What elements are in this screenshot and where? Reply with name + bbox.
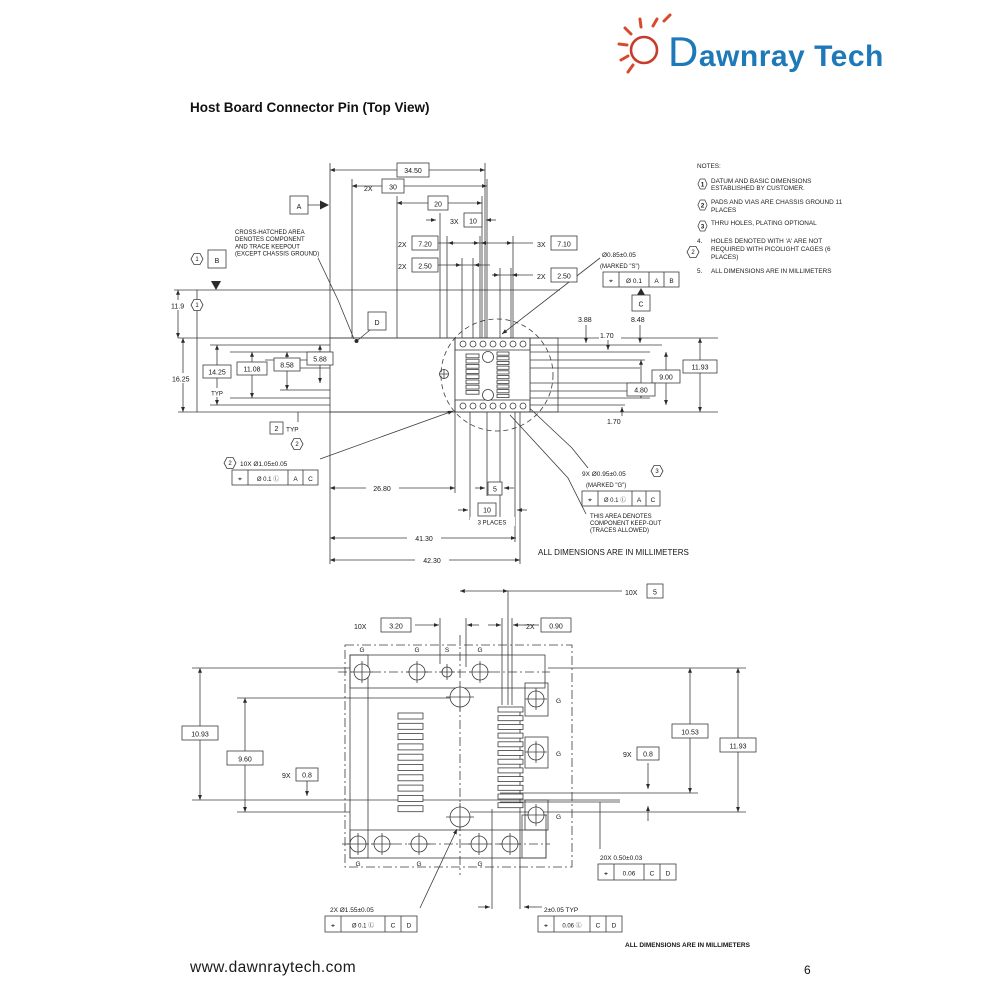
svg-text:(EXCEPT CHASSIS GROUND): (EXCEPT CHASSIS GROUND) [235, 251, 320, 258]
svg-text:2X: 2X [398, 242, 407, 249]
svg-text:Ø 0.1: Ø 0.1 [626, 278, 642, 285]
svg-text:41.30: 41.30 [415, 536, 433, 543]
svg-text:2: 2 [691, 250, 695, 257]
svg-text:B: B [669, 278, 674, 285]
svg-text:TYP: TYP [286, 426, 299, 434]
svg-text:A: A [654, 278, 659, 285]
svg-text:7.20: 7.20 [418, 241, 432, 249]
svg-text:0.8: 0.8 [643, 751, 653, 759]
position-symbol-icon: ⌖ [238, 476, 242, 483]
svg-text:AND TRACE KEEPOUT: AND TRACE KEEPOUT [235, 244, 300, 251]
svg-text:3: 3 [655, 469, 659, 476]
svg-text:0.8: 0.8 [302, 772, 312, 780]
callout-marked-g [582, 466, 663, 507]
ground-frame-hatched [350, 655, 548, 858]
svg-text:Ø 0.1 Ⓛ: Ø 0.1 Ⓛ [256, 477, 280, 483]
svg-text:2X: 2X [398, 264, 407, 271]
svg-text:9.60: 9.60 [238, 756, 252, 764]
svg-text:D: D [611, 922, 617, 930]
svg-text:G: G [556, 751, 562, 758]
note-text: PADS AND VIAS ARE CHASSIS GROUND 11 PLACES [711, 199, 843, 214]
svg-text:COMPONENT KEEP-OUT: COMPONENT KEEP-OUT [590, 521, 662, 527]
svg-text:10.93: 10.93 [191, 731, 209, 739]
svg-text:D: D [374, 320, 380, 327]
sun-logo-icon [612, 12, 676, 82]
svg-text:A: A [636, 497, 642, 504]
right-dimensions [577, 314, 717, 426]
svg-text:34.50: 34.50 [404, 168, 422, 175]
svg-text:9X: 9X [282, 773, 291, 780]
units-note: ALL DIMENSIONS ARE IN MILLIMETERS [538, 548, 689, 557]
note-text: ALL DIMENSIONS ARE IN MILLIMETERS [711, 267, 832, 275]
svg-text:20X 0.50±0.03: 20X 0.50±0.03 [600, 855, 643, 862]
page-title: Host Board Connector Pin (Top View) [190, 100, 430, 115]
note-text: HOLES DENOTED WITH 'A' ARE NOT REQUIRED WITH PICOLIGHT CAGES (6 PLACES) [711, 238, 831, 261]
svg-text:A: A [296, 204, 302, 211]
svg-text:0.06 Ⓛ: 0.06 Ⓛ [562, 923, 582, 930]
svg-text:G: G [416, 861, 422, 868]
top-dimensions [364, 163, 577, 282]
svg-text:C: C [649, 870, 655, 878]
position-symbol-icon: ⌖ [331, 922, 335, 930]
svg-text:14.25: 14.25 [208, 369, 226, 377]
svg-text:2X: 2X [526, 624, 535, 631]
svg-text:G: G [359, 647, 365, 654]
svg-text:TYP: TYP [211, 391, 223, 398]
svg-text:10: 10 [469, 218, 477, 226]
svg-text:10X Ø1.05±0.05: 10X Ø1.05±0.05 [240, 461, 288, 468]
svg-text:0.06: 0.06 [622, 870, 636, 878]
svg-text:(MARKED "S"): (MARKED "S") [600, 264, 640, 270]
svg-text:10: 10 [483, 507, 491, 515]
units-note: ALL DIMENSIONS ARE IN MILLIMETERS [625, 942, 750, 949]
svg-text:26.80: 26.80 [373, 486, 391, 493]
svg-text:2: 2 [274, 426, 279, 433]
svg-text:1.70: 1.70 [607, 419, 621, 426]
svg-text:C: C [638, 301, 644, 309]
svg-text:Ø 0.1 Ⓛ: Ø 0.1 Ⓛ [603, 498, 627, 504]
svg-text:16.25: 16.25 [172, 376, 190, 384]
svg-text:1: 1 [195, 257, 199, 264]
hatch-area-note [235, 230, 319, 258]
svg-text:4.80: 4.80 [634, 387, 648, 395]
brand-text: Dawnray Tech [668, 28, 884, 75]
svg-text:10X: 10X [354, 624, 367, 631]
position-symbol-icon: ⌖ [544, 922, 548, 930]
svg-text:5.88: 5.88 [313, 356, 327, 364]
svg-text:2X Ø1.55±0.05: 2X Ø1.55±0.05 [330, 907, 374, 914]
callout-10x-holes [224, 458, 318, 486]
svg-text:3X: 3X [537, 242, 546, 249]
ground-via-pads [347, 661, 547, 855]
position-symbol-icon: ⌖ [604, 870, 608, 878]
thru-hole [483, 390, 494, 401]
svg-text:3 PLACES: 3 PLACES [477, 520, 507, 527]
svg-text:9X: 9X [623, 752, 632, 759]
bottom-dimensions [366, 482, 515, 565]
svg-text:11.93: 11.93 [729, 743, 747, 751]
svg-text:1: 1 [195, 303, 199, 310]
svg-text:DENOTES COMPONENT: DENOTES COMPONENT [235, 237, 305, 244]
svg-text:G: G [477, 861, 483, 868]
svg-text:G: G [556, 698, 562, 705]
svg-text:G: G [477, 647, 483, 654]
svg-text:G: G [355, 861, 361, 868]
svg-text:5: 5 [493, 486, 497, 494]
thru-hole [483, 352, 494, 363]
svg-text:(MARKED "G"): (MARKED "G") [586, 483, 627, 489]
position-symbol-icon: ⌖ [609, 278, 613, 285]
svg-text:C: C [595, 922, 601, 930]
svg-text:11.08: 11.08 [243, 366, 261, 374]
svg-text:0.90: 0.90 [549, 623, 563, 631]
svg-text:2.50: 2.50 [557, 273, 571, 281]
note-text: DATUM AND BASIC DIMENSIONS ESTABLISHED BY CUSTOMER. [711, 177, 812, 193]
svg-text:D: D [665, 870, 671, 878]
svg-text:Ø 0.1 Ⓛ: Ø 0.1 Ⓛ [351, 923, 375, 930]
svg-text:S: S [444, 647, 450, 654]
svg-text:20: 20 [434, 201, 442, 209]
svg-text:B: B [214, 258, 220, 265]
svg-text:8.48: 8.48 [631, 317, 645, 324]
svg-text:2±0.05 TYP: 2±0.05 TYP [544, 907, 579, 914]
svg-text:(TRACES ALLOWED): (TRACES ALLOWED) [590, 528, 650, 534]
svg-text:G: G [414, 647, 420, 654]
svg-text:2: 2 [228, 461, 232, 468]
svg-text:2X: 2X [537, 274, 546, 281]
note-number: 5. [697, 267, 703, 275]
svg-text:3.20: 3.20 [389, 623, 403, 631]
svg-text:CROSS-HATCHED AREA: CROSS-HATCHED AREA [235, 230, 305, 236]
svg-text:10.53: 10.53 [681, 729, 699, 737]
svg-text:D: D [406, 922, 412, 930]
svg-text:11.93: 11.93 [691, 364, 709, 372]
left-dimensions [170, 300, 333, 450]
svg-text:G: G [556, 814, 562, 821]
svg-text:2: 2 [700, 202, 705, 210]
svg-text:7.10: 7.10 [557, 241, 571, 249]
lower-drawing-svg [170, 575, 810, 960]
hatch-keepout-area-right [530, 338, 558, 412]
notes-heading: NOTES: [697, 163, 721, 170]
svg-text:11.9: 11.9 [171, 303, 185, 311]
note-text: THRU HOLES, PLATING OPTIONAL [711, 220, 817, 228]
svg-text:2.50: 2.50 [418, 263, 432, 271]
extension-and-leader-lines [192, 591, 746, 909]
callout-2-typ [538, 907, 622, 932]
svg-text:Ø0.85±0.05: Ø0.85±0.05 [602, 252, 636, 259]
svg-text:42.30: 42.30 [423, 558, 441, 565]
svg-text:2X: 2X [364, 186, 373, 193]
footer-url: www.dawnraytech.com [190, 959, 357, 976]
svg-text:A: A [293, 476, 298, 483]
svg-text:1.70: 1.70 [600, 333, 614, 340]
svg-text:C: C [650, 497, 656, 504]
svg-text:9X Ø0.95±0.05: 9X Ø0.95±0.05 [582, 471, 626, 478]
svg-text:30: 30 [389, 184, 397, 192]
logo [612, 12, 884, 82]
svg-text:9.00: 9.00 [659, 374, 673, 382]
page-number: 6 [804, 963, 811, 977]
svg-text:2: 2 [295, 442, 299, 449]
side-dimensions [182, 724, 756, 781]
svg-text:C: C [308, 476, 313, 483]
keepout-area-note [590, 514, 662, 534]
svg-text:C: C [390, 922, 396, 930]
callout-marked-s [600, 247, 699, 312]
position-symbol-icon: ⌖ [588, 497, 592, 504]
svg-text:3.88: 3.88 [578, 317, 592, 324]
datum-b [191, 250, 226, 290]
svg-text:3: 3 [700, 223, 705, 231]
svg-text:8.58: 8.58 [280, 362, 294, 370]
svg-text:1: 1 [700, 180, 705, 188]
note-number: 4. [697, 238, 703, 246]
svg-text:5: 5 [653, 589, 657, 597]
hatch-keepout-area [330, 338, 455, 412]
svg-text:10X: 10X [625, 590, 638, 597]
svg-text:3X: 3X [450, 219, 459, 226]
upper-drawing-svg [170, 148, 800, 578]
callout-2x-holes [325, 907, 417, 932]
smt-pad-columns [398, 707, 523, 812]
svg-text:THIS AREA DENOTES: THIS AREA DENOTES [590, 514, 652, 520]
callout-20x-pads [598, 855, 676, 880]
